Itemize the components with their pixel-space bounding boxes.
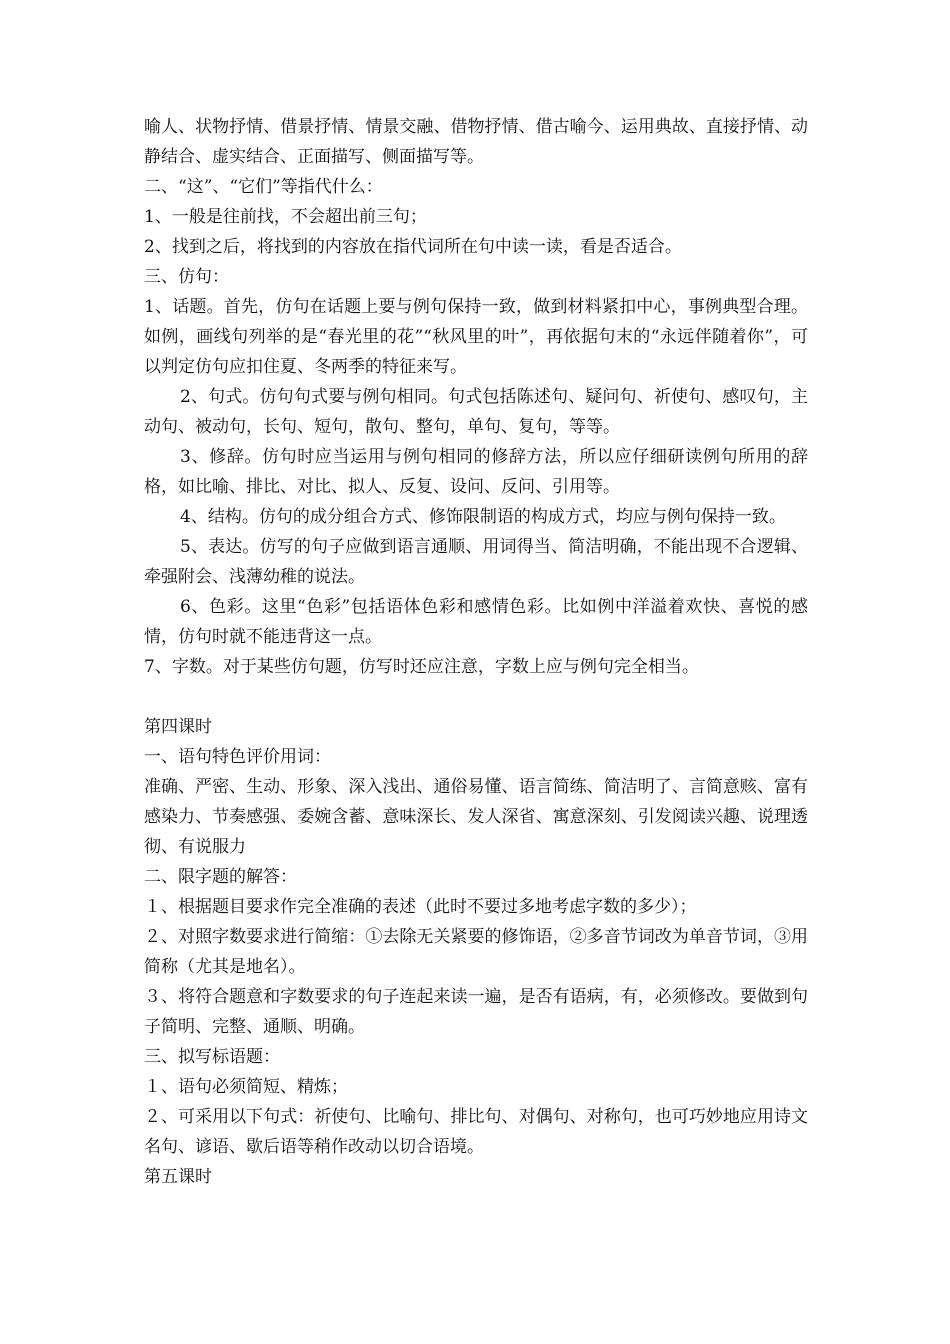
list-item: 5、表达。仿写的句子应做到语言通顺、用词得当、简洁明确，不能出现不合逻辑、牵强附会、浅薄幼稚的说法。: [144, 537, 808, 587]
lesson-title-5: 第五课时: [144, 1167, 212, 1187]
list-item: 3、修辞。仿句时应当运用与例句相同的修辞方法，所以应仔细研读例句所用的辞格，如比喻、排比、对比、拟人、反复、设问、反问、引用等。: [144, 447, 808, 497]
heading-imitation-sentences: 三、仿句：: [144, 267, 229, 287]
list-item: 7、字数。对于某些仿句题，仿写时还应注意，字数上应与例句完全相当。: [144, 657, 699, 677]
list-item: １、语句必须简短、精炼；: [144, 1077, 348, 1097]
list-item: 4、结构。仿句的成分组合方式、修饰限制语的构成方式，均应与例句保持一致。: [180, 507, 786, 527]
heading-slogan: 三、拟写标语题：: [144, 1047, 280, 1067]
list-item: 6、色彩。这里“色彩”包括语体色彩和感情色彩。比如例中洋溢着欢快、喜悦的感情，仿句时就不能违背这一点。: [144, 597, 808, 647]
list-item: １、根据题目要求作完全准确的表述（此时不要过多地考虑字数的多少）；: [144, 897, 697, 917]
list-item: 1、话题。首先，仿句在话题上要与例句保持一致，做到材料紧扣中心，事例典型合理。如例，画线句列举的是“春光里的花”“秋风里的叶”，再依据句末的“永远伴随着你”，可以判定仿句应扣住夏、冬两季的特征来写。: [144, 297, 808, 377]
list-item: ２、对照字数要求进行简缩：①去除无关紧要的修饰语，②多音节词改为单音节词，③用简称（尤其是地名）。: [144, 927, 808, 977]
heading-evaluation-words: 一、语句特色评价用词：: [144, 747, 331, 767]
list-item: ３、将符合题意和字数要求的句子连起来读一遍，是否有语病，有，必须修改。要做到句子简明、完整、通顺、明确。: [144, 987, 808, 1037]
list-item: 2、句式。仿句句式要与例句相同。句式包括陈述句、疑问句、祈使句、感叹句，主动句、被动句，长句、短句，散句、整句，单句、复句，等等。: [144, 387, 808, 437]
blank-line: [144, 682, 808, 712]
list-item: ２、可采用以下句式：祈使句、比喻句、排比句、对偶句、对称句，也可巧妙地应用诗文名句、谚语、歇后语等稍作改动以切合语境。: [144, 1107, 808, 1157]
document-body: [144, 112, 808, 1192]
paragraph-evaluation-words: 准确、严密、生动、形象、深入浅出、通俗易懂、语言简练、简洁明了、言简意赅、富有感染力、节奏感强、委婉含蓄、意味深长、发人深省、寓意深刻、引发阅读兴趣、说理透彻、有说服力: [144, 777, 808, 857]
heading-word-limit: 二、限字题的解答：: [144, 867, 297, 887]
list-item: 2、找到之后，将找到的内容放在指代词所在句中读一读，看是否适合。: [144, 237, 682, 257]
paragraph-rhetoric-list: 喻人、状物抒情、借景抒情、情景交融、借物抒情、借古喻今、运用典故、直接抒情、动静结合、虚实结合、正面描写、侧面描写等。: [144, 117, 808, 167]
list-item: 1、一般是往前找，不会超出前三句；: [144, 207, 427, 227]
heading-pronoun-reference: 二、“这”、“它们”等指代什么：: [144, 177, 383, 197]
lesson-title-4: 第四课时: [144, 717, 212, 737]
